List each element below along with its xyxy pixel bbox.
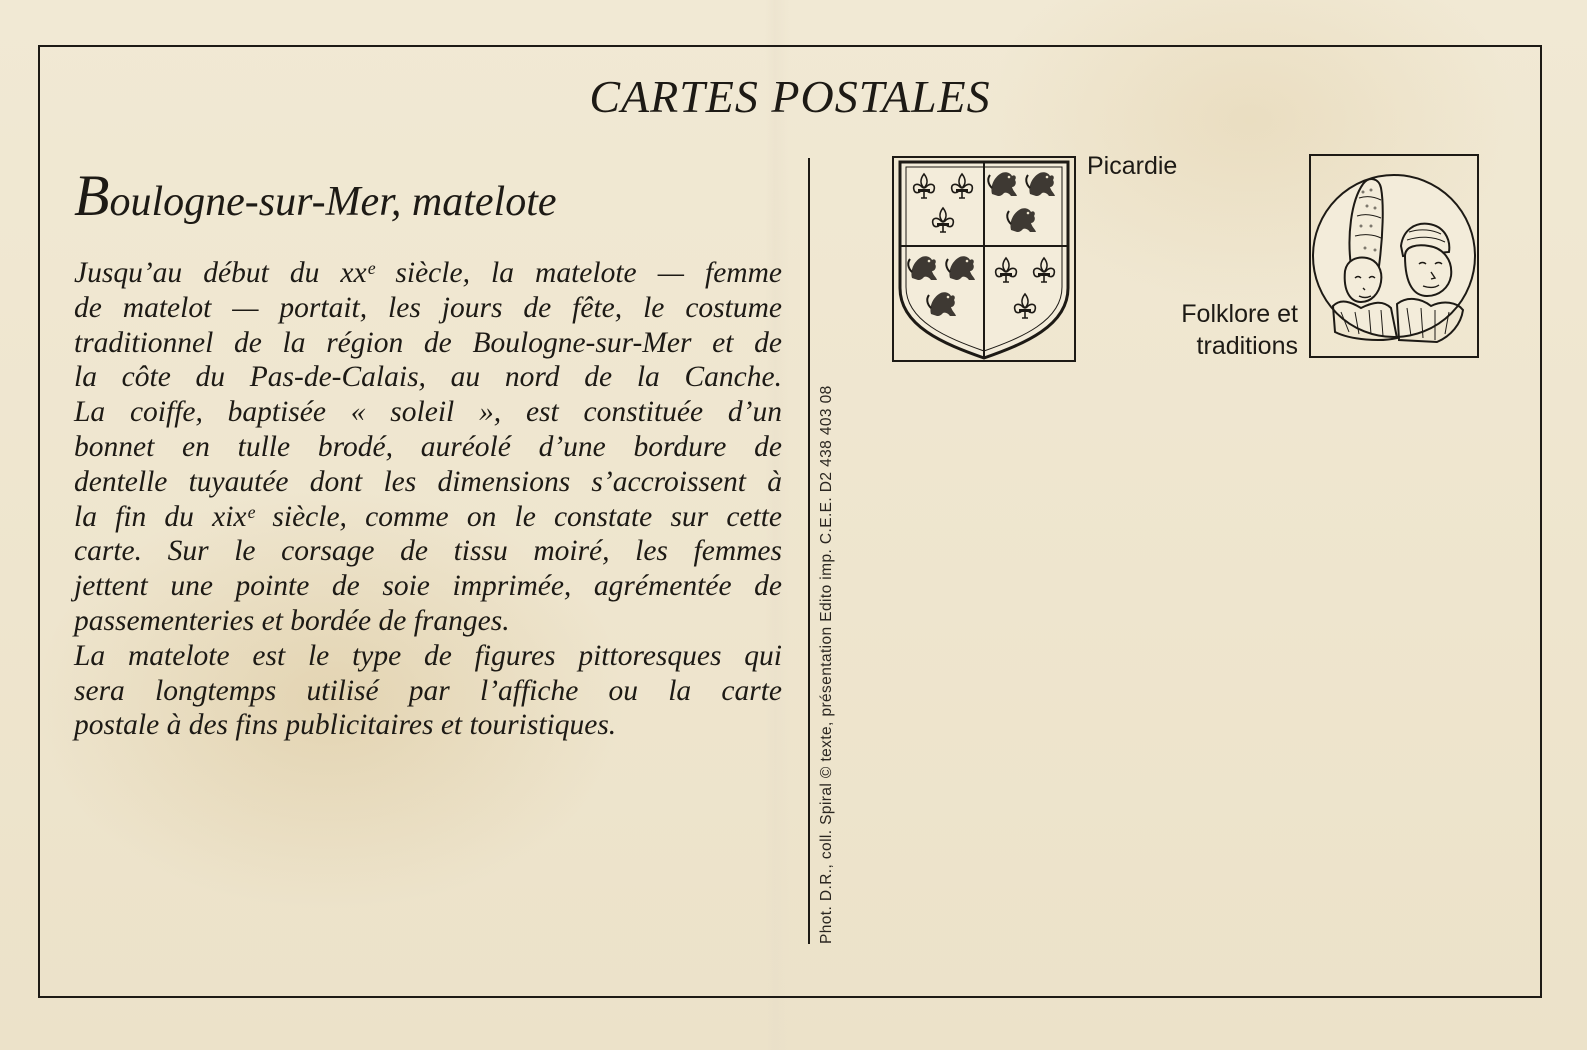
crest-box bbox=[892, 156, 1076, 362]
text-line: la côte du Pas-de-Calais, au nord de la Canche. bbox=[74, 361, 782, 394]
region-label: Picardie bbox=[1087, 152, 1178, 180]
text-line: La matelote est le type de figures pittoresques qui bbox=[74, 639, 782, 672]
medallion-box bbox=[1309, 154, 1479, 358]
description-text bbox=[74, 256, 782, 743]
series-label bbox=[1120, 298, 1298, 362]
title-initial: B bbox=[74, 163, 110, 228]
text-line: de matelot — portait, les jours de fête, le costume bbox=[74, 291, 782, 324]
card-heading: CARTES POSTALES bbox=[589, 71, 991, 122]
text-line: la fin du xixᵉ siècle, comme on le constate sur cette bbox=[74, 500, 782, 533]
card-title bbox=[74, 162, 557, 229]
text-line: dentelle tuyautée dont les dimensions s’accroissent à bbox=[74, 465, 782, 498]
text-line: La coiffe, baptisée « soleil », est constituée d’un bbox=[74, 396, 782, 429]
credit-line: Phot. D.R., coll. Spiral © texte, présentation Edito imp. C.E.E. D2 438 403 08 bbox=[818, 385, 835, 944]
title-rest: oulogne-sur-Mer, matelote bbox=[109, 179, 557, 225]
text-line: postale à des fins publicitaires et touristiques. bbox=[74, 709, 617, 742]
series-label-line: traditions bbox=[1196, 332, 1298, 360]
series-label-line: Folklore et bbox=[1181, 300, 1298, 328]
text-line: jettent une pointe de soie imprimée, agrémentée de bbox=[74, 570, 782, 603]
folklore-medallion-icon bbox=[1311, 156, 1477, 356]
coat-of-arms-icon bbox=[894, 158, 1074, 360]
text-line: carte. Sur le corsage de tissu moiré, les femmes bbox=[74, 535, 782, 568]
text-line: Jusqu’au début du xxᵉ siècle, la matelote — femme bbox=[74, 257, 782, 289]
text-line: bonnet en tulle brodé, auréolé d’une bordure de bbox=[74, 430, 782, 463]
text-line: sera longtemps utilisé par l’affiche ou la carte bbox=[74, 674, 782, 707]
center-divider bbox=[808, 158, 810, 944]
text-line: traditionnel de la région de Boulogne-sur-Mer et de bbox=[74, 326, 782, 359]
text-line: passementeries et bordée de franges. bbox=[74, 604, 510, 637]
